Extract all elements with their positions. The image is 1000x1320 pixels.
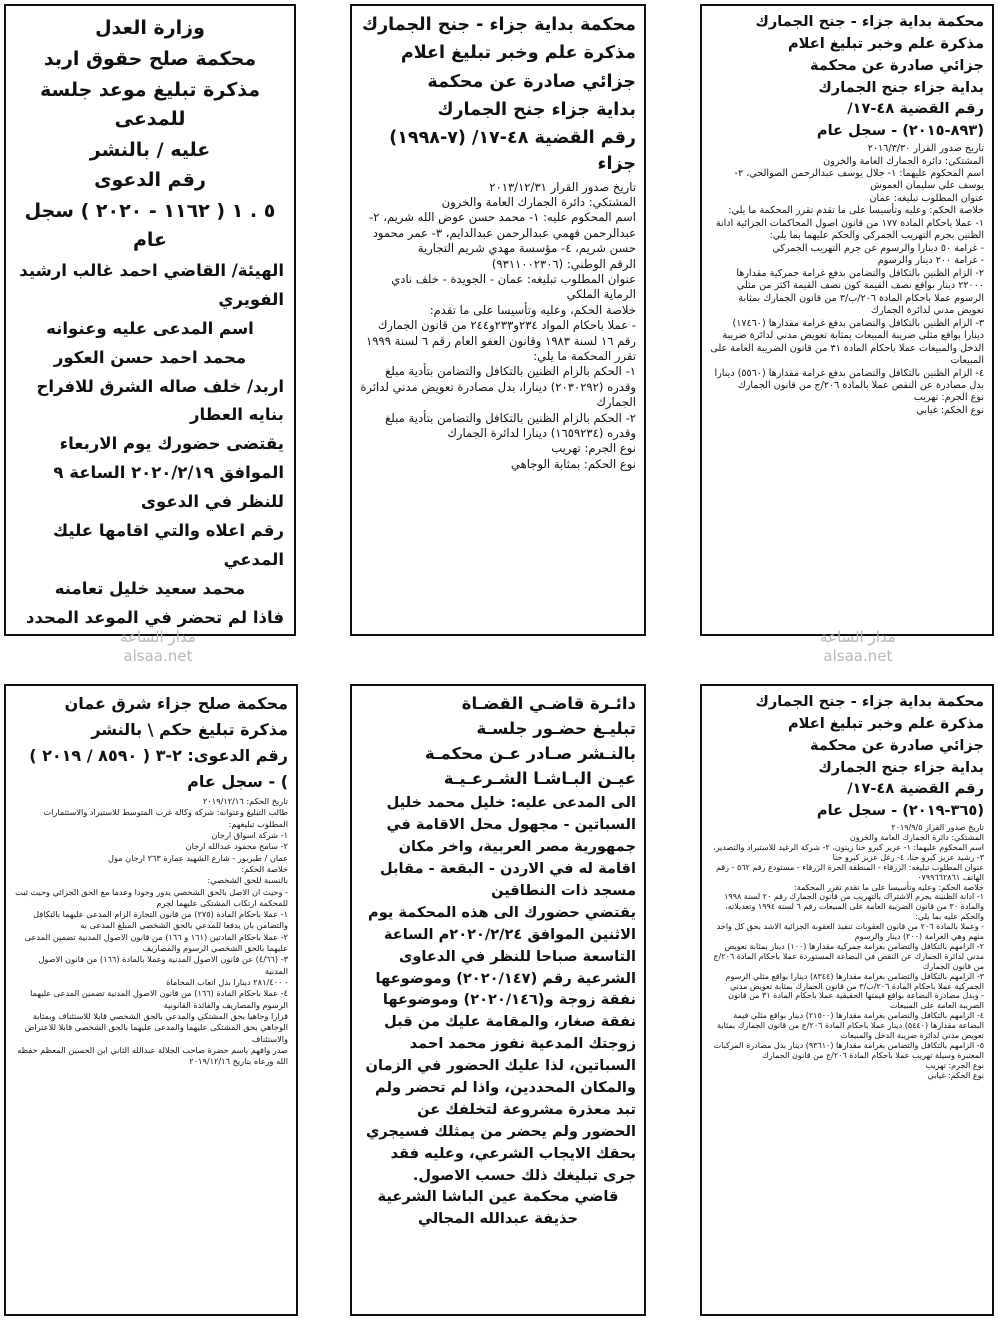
- notice-heading: بداية جزاء جنح الجمارك: [437, 99, 636, 120]
- notice-line: خلاصة الحكم:: [241, 863, 288, 874]
- notice-line: عنوان المطلوب تبليغه: عمان - الجويدة - خلف نادي الرماية الملكي: [391, 271, 636, 302]
- sharia-court-notice: [350, 684, 646, 1316]
- notice-line: - ٢٨١/٤٠٠ دينارا بدل اتعاب المحاماة: [166, 977, 288, 987]
- notice-heading: مذكرة علم وخبر تبليغ اعلام: [400, 43, 636, 64]
- notice-line: نوع الجرم: تهريب: [913, 392, 984, 404]
- notice-line: عنوان المطلوب تبليغه: الزرقاء - المنطقة الحرة الزرقاء - مستودع رقم ٥٦٢ - رقم الهاتف ٠٧٩٩٦٦٢٨٦١: [715, 862, 984, 882]
- case-number: رقم الدعوى: ٢-٣ ( ٨٥٩٠ / ٢٠١٩ ): [29, 746, 288, 765]
- notice-line: ٢- الزامهم بالتكافل والتضامن بغرامة جمركية مقدارها (١٠٠) دينار بمثابة تعويض مدني لدائرة الجمارك عن النقص في البضاعة المستوردة عملا باحكام المادة ٢٠٦/ج من قانون الجمارك: [713, 941, 984, 971]
- notice-line: ٢- سامح محمود عبدالله ارجان: [185, 841, 288, 852]
- notice-heading: جزائي صادرة عن محكمة: [810, 56, 984, 74]
- notice-line: نوع الحكم: غيابي: [927, 1070, 984, 1080]
- watermark: [120, 628, 196, 666]
- notice-line: - عملا باحكام المواد ٢٣٤و٢٣٣و٢٤٤ من قانون الجمارك رقم ١٦ لسنة ١٩٨٣ وقانون العفو العام رقم ٦ لسنة ١٩٩٩ تقرر المحكمة ما يلي:: [366, 318, 636, 363]
- customs-notice-b: [700, 4, 994, 636]
- notice-line: يقتضى حضورك يوم الاربعاء الموافق ٢٠٢٠/٢/١٩ الساعة ٩ للنظر في الدعوى: [53, 434, 284, 511]
- notice-line: المشتكي: دائرة الجمارك العامة والخرون: [849, 832, 984, 842]
- court-name: محكمة صلح حقوق اربد: [43, 47, 257, 70]
- notice-heading: بداية جزاء جنح الجمارك: [818, 758, 984, 776]
- notice-heading: دائـرة قاضـي القضـاة: [461, 694, 636, 713]
- case-number: رقم القضية ٤٨-١٧/ (٧-١٩٩٨) جزاء: [389, 128, 636, 175]
- notice-line: محمد احمد حسن العكور: [53, 347, 247, 367]
- notice-heading: جزائي صادرة عن محكمة: [427, 71, 636, 92]
- notice-line: اسم المحكوم عليهما: ١- عزيز كبرو حنا زيتون، ٢- شركة الرغيد للاستيراد والتصدير، ٣- رشيد عزيز كبرو حنا، ٤- رغل عزيز كبرو حنا: [713, 842, 984, 862]
- notice-line: ١- الحكم بالزام الظنين بالتكافل والتضامن بتأدية مبلغ وقدره (٢٠٣٠٢٩٢) دينارا، بدل مصادرة تعويض مدني لدائرة الجمارك: [360, 364, 636, 410]
- notice-line: - غرامة ٢٠٠ دينار والرسوم: [877, 255, 984, 267]
- watermark-arabic: مدار الساعة: [120, 628, 196, 646]
- notice-line: خلاصة الحكم، وعليه وتأسيسا على ما تقدم:: [429, 302, 636, 317]
- notice-line: الهيئة/ القاضي احمد غالب ارشيد الفويري: [19, 261, 284, 309]
- case-label: رقم الدعوى: [94, 169, 206, 192]
- notice-line: الرقم الوطني: (٩٣١١٠٠٢٣٠٦): [491, 256, 636, 271]
- notice-line: قرارا وجاهيا بحق المشتكي والمدعي بالحق الشخصي قابلا للاستئناف وبمثابة الوجاهي بحق المشتكى عليهما والمدعى عليهما بالحق الشخصي قابلا للاعتراض والاستئناف: [24, 1010, 288, 1044]
- notice-line: خلاصة الحكم: وعليه وتأسيسا على ما تقدم تقرر المحكمة:: [794, 882, 984, 892]
- amman-judgment-notice: [4, 684, 298, 1316]
- notice-heading: محكمة صلح جزاء شرق عمان: [64, 694, 288, 713]
- notice-line: ٢- عملا باحكام المادتين (١٦١ و ١٦٦) من قانون الاصول المدنية تضمين المدعى عليهما بالحق الشخصي الرسوم والمصاريف: [24, 931, 288, 954]
- notice-line: تاريخ صدور القرار ٢٠١٩/٩/٥: [891, 823, 984, 833]
- notice-line: رقم اعلاه والتي اقامها عليك المدعي: [52, 520, 284, 569]
- notice-line: اسم المحكوم عليه: ١- محمد حسن عوض الله شريم، ٢- عبدالرحمن فهمي عبدالرحمن عبدالدايم، ٣- عمر محمود حسن شريم، ٤- مؤسسة مهدي شريم التجارية: [369, 210, 636, 256]
- notice-line: فاذا لم تحضر في الموعد المحدد: [26, 607, 284, 627]
- notice-line: - غرامة ٥٠ دينارا والرسوم عن جرم التهريب الجمركي: [772, 242, 984, 254]
- notice-line: يقتضي حضورك الى هذه المحكمة يوم الاثنين الموافق ٢٠٢٠/٢/٢٤م الساعة التاسعة صباحا للنظر في الدعاوى الشرعية رقم (٢٠٢٠/١٤٧) وموضوعها نفقة زوجة و(٢٠٢٠/١٤٦) وموضوعها نفقة صغار، والمقامة عليك من قبل زوجتك المدعية نفوز محمد احمد السباتين، لذا عليك الحضور في الزمان والمكان المحددين، واذا لم تحضر ولم تبد معذرة مشروعة لتخلفك عن الحضور ولم يحضر من يمثلك فسيجري بحقك الايجاب الشرعي، وعليه فقد جرى تبليغك ذلك حسب الاصول.: [365, 903, 636, 1184]
- notice-line: اربد/ خلف صاله الشرق للافراح بنايه العطار: [36, 376, 284, 425]
- notice-line: ١- عملا باحكام المادة (٢٧٥) من قانون التجارة الزام المدعى عليهما بالتكافل والتضامن بان يدفعا للمدعي بالحق الشخصي المبلغ المدعى به: [33, 909, 288, 931]
- case-number: رقم القضية ٤٨-١٧/: [847, 780, 984, 798]
- case-number: رقم القضية ٤٨-١٧/: [847, 100, 984, 118]
- notice-heading: جزائي صادرة عن محكمة: [810, 736, 984, 754]
- notice-line: ٢- الزام الظنين بالتكافل والتضامن بدفع غرامة جمركية مقدارها ٢٢٠٠٠ دينار بواقع نصف القيمة كون نصف القيمة اكثر من مثلي الرسوم عملا باحكام المادة ٢٠٦/ب/٣ من قانون الجمارك بمثابة تعويض مدني لدائرة الجمارك: [736, 267, 984, 317]
- notice-line: ٢- الحكم بالزام الظنين بالتكافل والتضامن بتأدية مبلغ وقدره (١٦٥٩٢٣٤) دينارا لدائرة الجمارك: [385, 410, 636, 440]
- notice-line: ١- ادانة الظنينة بجرم الاشتراك بالتهريب من قانون الجمارك رقم ٢٠ لسنة ١٩٩٨ والمادة ٣٠ من قانون الضريبة العامة على المبيعات رقم ٦ لسنة ١٩٩٤ وتعديلاته، والحكم عليه بما يلي:: [724, 892, 984, 922]
- notice-line: ١- عملا باحكام المادة ١٧٧ من قانون اصول المحاكمات الجزائية ادانة الظنين بجرم التهريب الجمركي والحكم عليهما بما يلي:: [715, 217, 984, 242]
- notice-line: نوع الحكم: بمثابة الوجاهي: [510, 456, 636, 471]
- notice-line: ١- شركة اسواق ارجان: [211, 829, 288, 840]
- notice-line: ٤- الزام الظنين بالتكافل والتضامن بدفع غرامة مقدارها (٥٥٦٠) دينارا بدل مصادرة عن النقص عملا بالمادة ٢٠٦/ج من قانون الجمارك: [714, 367, 984, 391]
- notice-heading: محكمة بداية جزاء - جنح الجمارك: [755, 13, 984, 30]
- notice-line: نوع الجرم: تهريب: [925, 1060, 984, 1070]
- notice-line: تاريخ صدور القرار ٢٠١٦/٣/٣٠: [867, 143, 984, 155]
- notice-line: المطلوب تبليغهم:: [228, 818, 288, 829]
- ministry-justice-notice: [4, 4, 296, 636]
- judge-name: حذيفة عبدالله المجالي: [417, 1210, 579, 1228]
- notice-heading: بداية جزاء جنح الجمارك: [818, 78, 984, 96]
- notice-line: ٣- الزام الظنين بالتكافل والتضامن بدفع غرامة مقدارها (١٧٤٦٠) دينارا بواقع مثلي ضريبة المبيعات بمثابة تعويض مدني لدائرة ضريبة الدخل والمبيعات عملا باحكام المادة ٣١ من قانون الضريبة العامة على المبيعات: [710, 317, 984, 367]
- notice-heading: محكمة بداية جزاء - جنح الجمارك: [755, 693, 984, 710]
- notice-heading: محكمة بداية جزاء - جنح الجمارك: [362, 15, 636, 35]
- notice-line: عنوان المطلوب تبليغه: عمان: [869, 192, 984, 204]
- notice-heading: تبليـغ حضـور جلسـة: [476, 719, 636, 739]
- notice-line: اسم المحكوم عليهما: ١- جلال يوسف عبدالرحمن الصوالحي، ٢- يوسف علي سليمان العموش: [734, 168, 984, 192]
- notice-line: طالب التبليغ وعنوانه: شركة وكالة غرب المتوسط للاستيراد والاستثمارات: [43, 807, 288, 818]
- notice-line: المشتكي: دائرة الجمارك العامة والخرون: [823, 155, 984, 167]
- customs-notice-a: [350, 4, 646, 636]
- notice-heading: عيـن البـاشـا الشـرعـيـة: [443, 769, 636, 789]
- notice-line: صدر وافهم باسم حضرة صاحب الجلالة عبدالله الثاني ابن الحسين المعظم حفظه الله ورعاه بتاريخ ٢٠١٩/١٢/١٦: [17, 1044, 288, 1067]
- notice-heading: مذكرة علم وخبر تبليغ اعلام: [787, 714, 984, 732]
- notice-line: - وبدل مصادرة البضاعة بواقع قيمتها الحقيقية عملا باحكام المادة ٣١ من قانون الضريبة العامة على المبيعات: [728, 991, 984, 1011]
- notice-line: ٥- الزامهم بالتكافل والتضامن بغرامة مقدارها (٩٣٦١٠) دينار بدل مصادرة المركبات المعتبرة وسيلة تهريب عملا باحكام المادة ٢٠٦/ج من قانون الجمارك: [713, 1041, 984, 1060]
- notice-line: محمد سعيد خليل تعامنه: [54, 578, 246, 598]
- notice-line: ٣- (٤/٦٦) عن قانون الاصول المدنية وعملا بالمادة (١٦٦) من قانون الاصول المدنية: [38, 954, 288, 976]
- customs-notice-c: [700, 684, 994, 1316]
- notice-heading: بالنـشر صـادر عـن محكمـة: [424, 744, 636, 764]
- notice-subject: مذكرة تبليغ موعد جلسة للمدعى: [40, 78, 260, 130]
- notice-line: تاريخ الحكم: ٢٠١٩/١٢/١٦: [203, 796, 288, 806]
- notice-line: عمان / طبربور - شارع الشهيد عمارة ٢٦٣ ارجان مول: [108, 852, 288, 863]
- notice-line: - وعملا بالمادة ٢٠٦ من قانون العقوبات تنفيذ العقوبة الجزائية الاشد بحق كل واحد منهم وهي الغرامة (٢٠٠) دينار والرسوم: [716, 922, 984, 942]
- notice-line: نوع الحكم: غيابي: [916, 404, 984, 416]
- notice-subject-2: عليه / بالنشر: [89, 138, 211, 161]
- notice-line: - وحيث ان الاصل بالحق الشخصي يدور وجودا وعدما مع الحق الجزائي وحيث ثبت للمحكمة ارتكاب المشتكى عليهما لجرم: [15, 886, 288, 908]
- watermark-latin: alsaa.net: [123, 646, 193, 665]
- watermark: [820, 628, 896, 666]
- case-number: ٥ . ١ ( ١١٦٢ - ٢٠٢٠ ) سجل عام: [24, 200, 276, 252]
- notice-heading: مذكرة علم وخبر تبليغ اعلام: [787, 34, 984, 52]
- notice-line: المشتكي: دائرة الجمارك العامة والخرون: [441, 194, 636, 209]
- notice-line: بالنسبة للحق الشخصي:: [207, 875, 288, 886]
- notice-line: ٤- الزامهم بالتكافل والتضامن بغرامة مقدارها (٢١٥٠٠) دينار بواقع مثلي قيمة البضاعة مقدارها (٥٤٤٠) دينار عملا باحكام المادة ٢٠٦/ج من قانون الجمارك بمثابة تعويض مدني لدائرة ضريبة الدخل والمبيعات: [717, 1011, 984, 1041]
- notice-line: الى المدعى عليه: خليل محمد خليل السباتين - مجهول محل الاقامة في جمهورية مصر العربية، واخر مكان اقامة له في الاردن - البقعة - مقابل مسجد ذات النطاقين: [379, 794, 636, 899]
- watermark-arabic: مدار الساعة: [820, 628, 896, 646]
- notice-line: تاريخ صدور القرار ٢٠١٣/١٢/٣١: [489, 179, 636, 194]
- judge-title: قاضي محكمة عين الباشا الشرعية: [377, 1188, 619, 1206]
- notice-heading: مذكرة تبليغ حكم \ بالنشر: [91, 720, 288, 739]
- case-number-2: ) - سجل عام: [187, 772, 288, 791]
- case-number-2: (٣٦٥-٢٠١٩) - سجل عام: [816, 802, 984, 820]
- notice-line: ٣- الزامهم بالتكافل والتضامن بغرامة مقدارها (٨٣٤٤) دينارا بواقع مثلي الرسوم الجمركية عملا باحكام المادة ٢٠٦/ب/٣ من قانون الجمارك بمثابة تعويض مدني: [725, 971, 984, 991]
- notice-line: ٤- عملا باحكام المادة (١٦٦) من قانون الاصول المدنية تضمين المدعى عليهما الرسوم والمصاريف والفائدة القانونية: [30, 988, 288, 1010]
- notice-line: خلاصة الحكم: وعليه وتأسيسا على ما تقدم تقرر المحكمة ما يلي:: [728, 205, 984, 217]
- ministry-name: وزارة العدل: [95, 17, 205, 39]
- watermark-latin: alsaa.net: [823, 646, 893, 665]
- case-number-2: (٨٩٣-٢٠١٥) - سجل عام: [816, 122, 984, 140]
- notice-line: نوع الجرم: تهريب: [551, 441, 636, 456]
- notice-line: اسم المدعى عليه وعنوانه: [46, 318, 254, 338]
